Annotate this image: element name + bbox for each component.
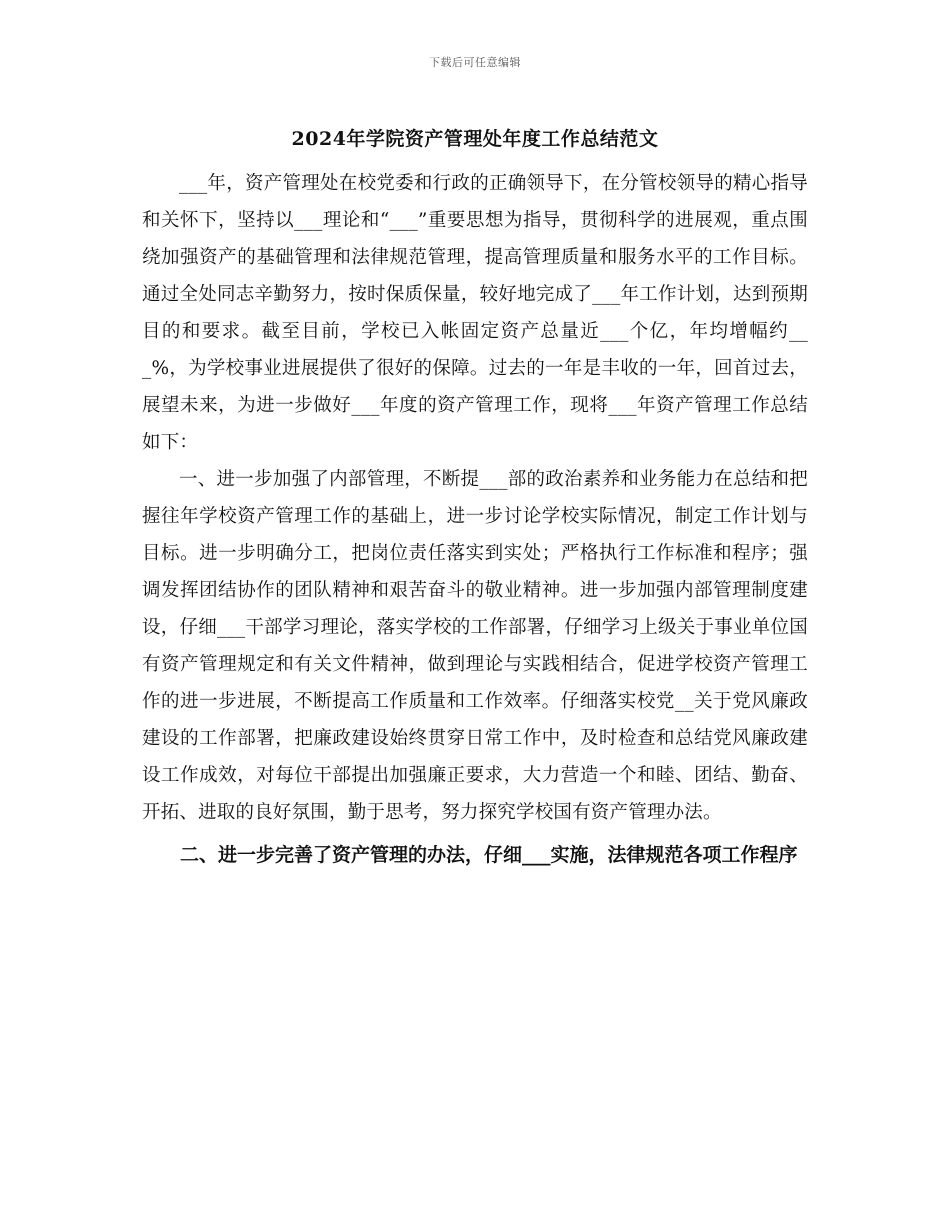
document-title: 2024年学院资产管理处年度工作总结范文: [291, 128, 659, 150]
page-header-note: 下载后可任意编辑: [429, 56, 521, 69]
section-heading-two: 二、进一步完善了资产管理的办法，仔细___实施，法律规范各项工作程序: [180, 844, 798, 866]
body-paragraph-intro: ___年，资产管理处在校党委和行政的正确领导下，在分管校领导的精心指导和关怀下，坚持以___理论和“___”重要思想为指导，贯彻科学的进展观，重点围绕加强资产的基础管理和法律规范管理，提高管理质量和服务水平的工作目标。通过全处同志辛勤努力，按时保质保量，较好地完成了___年工作计划，达到预期目的和要求。截至目前，学校已入帐固定资产总量近___个亿，年均增幅约___%，为学校事业进展提供了很好的保障。过去的一年是丰收的一年，回首过去，展望未来，为进一步做好___年度的资产管理工作，现将___年资产管理工作总结如下：: [142, 173, 808, 453]
body-paragraph-section-one: 一、进一步加强了内部管理，不断提___部的政治素养和业务能力在总结和把握往年学校资产管理工作的基础上，进一步讨论学校实际情况，制定工作计划与目标。进一步明确分工，把岗位责任落实到实处；严格执行工作标准和程序；强调发挥团结协作的团队精神和艰苦奋斗的敬业精神。进一步加强内部管理制度建设，仔细___干部学习理论，落实学校的工作部署，仔细学习上级关于事业单位国有资产管理规定和有关文件精神，做到理论与实践相结合，促进学校资产管理工作的进一步进展，不断提高工作质量和工作效率。仔细落实校党__关于党风廉政建设的工作部署，把廉政建设始终贯穿日常工作中，及时检查和总结党风廉政建设工作成效，对每位干部提出加强廉正要求，大力营造一个和睦、团结、勤奋、开拓、进取的良好氛围，勤于思考，努力探究学校国有资产管理办法。: [142, 469, 808, 823]
document-body: [142, 165, 808, 875]
